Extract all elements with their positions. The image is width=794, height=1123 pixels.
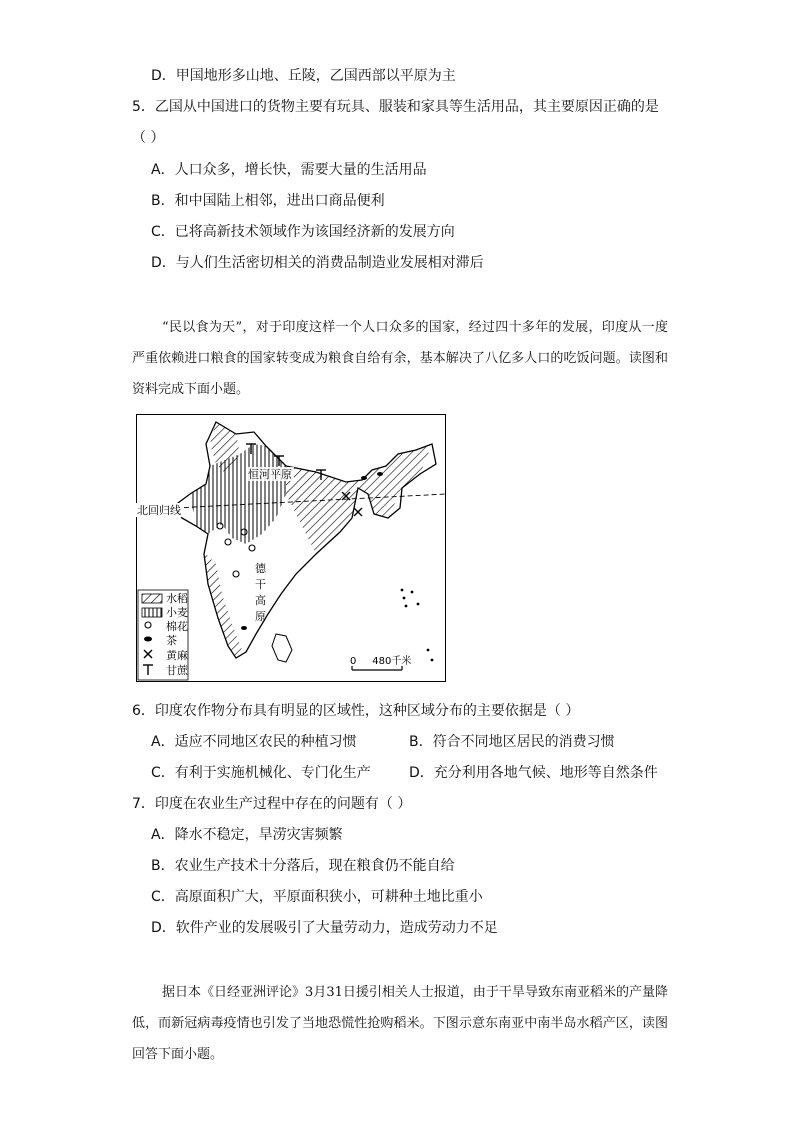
scale-label: 0 480千米 (350, 656, 412, 667)
legend-swatch-rice (142, 594, 162, 603)
legend-rice: 水稻 (166, 592, 188, 605)
q6-option-d: D．充分利用各地气候、地形等自然条件 (409, 765, 658, 781)
q6-option-c: C．有利于实施机械化、专门化生产 (151, 765, 371, 781)
label-ganges-plain: 恒河平原 (248, 468, 292, 481)
q7-option-a: A．降水不稳定，旱涝灾害频繁 (151, 827, 343, 843)
passage-southeast-asia-rice-text: 据日本《日经亚洲评论》3月31日援引相关人士报道，由于干旱导致东南亚稻米的产量降低，而新冠病毒疫情也引发了当地恐慌性抢购稻米。下图示意东南亚中南半岛水稻产区，读图回答下面小题。 (132, 985, 668, 1062)
india-crop-map (136, 414, 446, 682)
label-deccan-4: 原 (255, 610, 266, 623)
map-legend (138, 590, 189, 680)
legend-cotton: 棉花 (166, 620, 188, 633)
legend-sugarcane: 甘蔗 (166, 664, 188, 677)
q5-stem: 5．乙国从中国进口的货物主要有玩具、服装和家具等生活用品，其主要原因正确的是 (132, 99, 659, 115)
label-deccan-3: 高 (255, 594, 266, 607)
passage-southeast-asia-rice (132, 977, 668, 1070)
legend-swatch-wheat (142, 608, 162, 617)
q5-option-c: C．已将高新技术领域作为该国经济新的发展方向 (151, 224, 455, 240)
q7-option-b: B．农业生产技术十分落后，现在粮食仍不能自给 (151, 858, 455, 874)
passage-india-food-text: “民以食为天”，对于印度这样一个人口众多的国家，经过四十多年的发展，印度从一度严重依赖进口粮食的国家转变成为粮食自给有余，基本解决了八亿多人口的吃饭问题。读图和资料完成下面小题。 (132, 320, 668, 397)
label-tropic-of-cancer: 北回归线 (137, 504, 181, 517)
q5-option-d: D．与人们生活密切相关的消费品制造业发展相对滞后 (151, 255, 484, 271)
q7-option-d: D．软件产业的发展吸引了大量劳动力，造成劳动力不足 (151, 920, 498, 936)
q6-option-a: A．适应不同地区农民的种植习惯 (151, 734, 357, 750)
q5-option-b: B．和中国陆上相邻，进出口商品便利 (151, 193, 385, 209)
label-deccan-1: 德 (255, 562, 266, 575)
q6-option-b: B．符合不同地区居民的消费习惯 (409, 734, 615, 750)
q6-stem: 6．印度农作物分布具有明显的区域性，这种区域分布的主要依据是（ ） (132, 703, 580, 719)
label-deccan-2: 干 (255, 578, 266, 591)
q5-option-a: A．人口众多，增长快，需要大量的生活用品 (151, 162, 427, 178)
legend-tea: 茶 (166, 634, 177, 647)
passage-india-food (132, 312, 668, 405)
legend-wheat: 小麦 (166, 606, 188, 619)
legend-tea-icon (144, 637, 152, 642)
q7-stem: 7．印度在农业生产过程中存在的问题有（ ） (132, 796, 412, 812)
q7-option-c: C．高原面积广大，平原面积狭小，可耕种土地比重小 (151, 889, 483, 905)
q5-answer-paren: （ ） (132, 130, 165, 146)
legend-jute: 黄麻 (166, 649, 188, 662)
q4-option-d: D．甲国地形多山地、丘陵，乙国西部以平原为主 (151, 68, 456, 84)
